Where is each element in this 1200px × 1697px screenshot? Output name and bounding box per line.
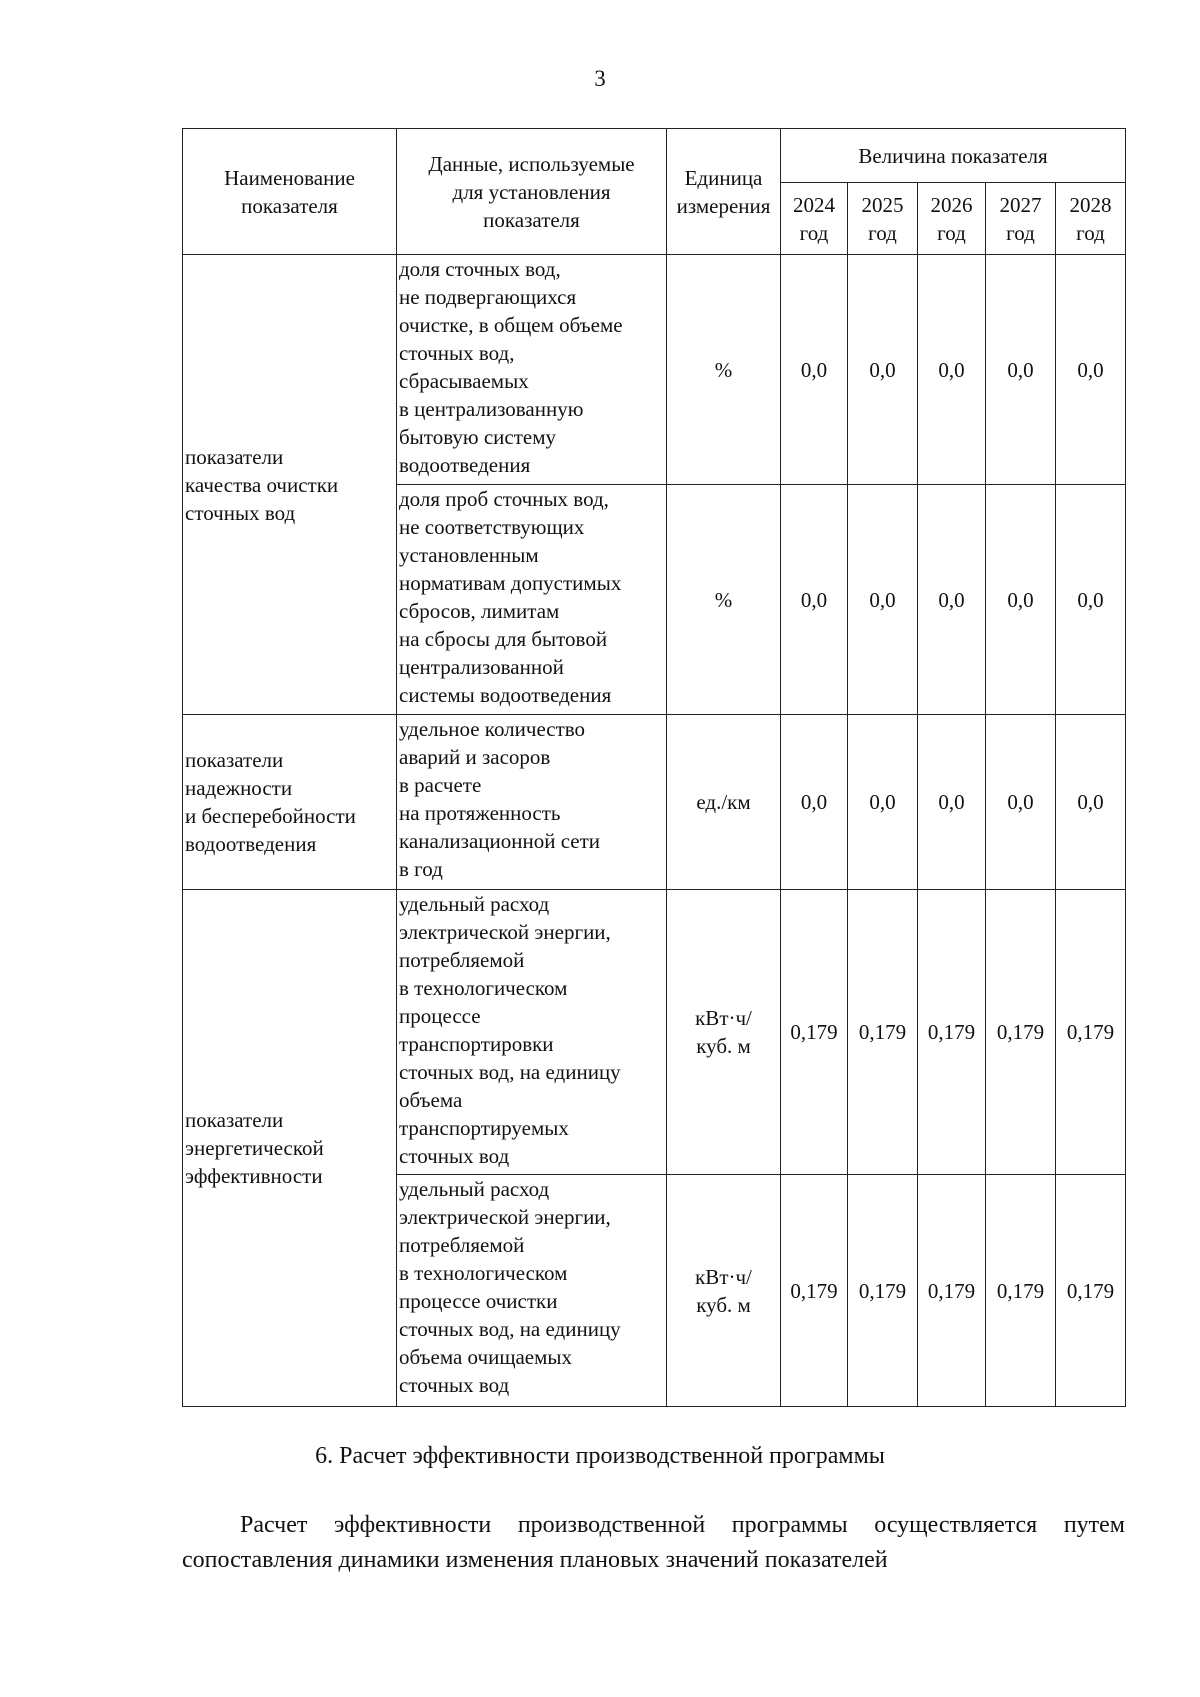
value-2027: 0,0 [986,485,1056,715]
value-2028: 0,179 [1056,890,1126,1175]
value-2026: 0,0 [918,715,986,890]
value-2024: 0,0 [781,715,848,890]
value-2025: 0,0 [848,715,918,890]
row-description: удельный расход электрической энергии, потребляемой в технологическом процессе транспортировки сточных вод, на единицу объема транспортируемых сточных вод [397,890,667,1175]
section-heading: 6. Расчет эффективности производственной программы [315,1443,885,1469]
value-2028: 0,0 [1056,255,1126,485]
value-2024: 0,0 [781,485,848,715]
value-2026: 0,0 [918,485,986,715]
value-2025: 0,0 [848,485,918,715]
group-name-cell: показатели энергетической эффективности [183,890,397,1407]
row-description: доля сточных вод, не подвергающихся очистке, в общем объеме сточных вод, сбрасываемых в централизованную бытовую систему водоотведения [397,255,667,485]
value-2027: 0,179 [986,1175,1056,1407]
header-indicator-value: Величина показателя [781,129,1126,183]
header-year-2028: 2028 год [1056,183,1126,255]
value-2025: 0,179 [848,1175,918,1407]
header-year-2027: 2027 год [986,183,1056,255]
table-row [183,715,1126,890]
group-name-cell: показатели качества очистки сточных вод [183,255,397,715]
page-number: 3 [594,66,606,91]
value-2024: 0,179 [781,1175,848,1407]
row-unit: % [667,485,781,715]
header-data-used: Данные, используемые для установления показателя [397,129,667,255]
value-2025: 0,0 [848,255,918,485]
header-year-2025: 2025 год [848,183,918,255]
table-row [183,255,1126,485]
value-2026: 0,179 [918,1175,986,1407]
value-2025: 0,179 [848,890,918,1175]
value-2024: 0,179 [781,890,848,1175]
value-2026: 0,179 [918,890,986,1175]
value-2028: 0,0 [1056,485,1126,715]
header-year-2024: 2024 год [781,183,848,255]
row-unit: % [667,255,781,485]
indicators-table [182,128,1126,1407]
value-2024: 0,0 [781,255,848,485]
header-unit: Единица измерения [667,129,781,255]
header-indicator-name: Наименование показателя [183,129,397,255]
row-unit: кВт·ч/ куб. м [667,890,781,1175]
body-paragraph: Расчет эффективности производственной программы осуществляется путем сопоставления динамики изменения плановых значений показателей [182,1512,1125,1573]
value-2027: 0,0 [986,255,1056,485]
value-2027: 0,179 [986,890,1056,1175]
row-description: удельный расход электрической энергии, потребляемой в технологическом процессе очистки сточных вод, на единицу объема очищаемых сточных вод [397,1175,667,1407]
row-description: удельное количество аварий и засоров в расчете на протяженность канализационной сети в год [397,715,667,890]
value-2028: 0,179 [1056,1175,1126,1407]
value-2026: 0,0 [918,255,986,485]
row-description: доля проб сточных вод, не соответствующих установленным нормативам допустимых сбросов, лимитам на сбросы для бытовой централизованной системы водоотведения [397,485,667,715]
row-unit: ед./км [667,715,781,890]
header-year-2026: 2026 год [918,183,986,255]
row-unit: кВт·ч/ куб. м [667,1175,781,1407]
value-2028: 0,0 [1056,715,1126,890]
value-2027: 0,0 [986,715,1056,890]
table-row [183,890,1126,1175]
group-name-cell: показатели надежности и бесперебойности водоотведения [183,715,397,890]
